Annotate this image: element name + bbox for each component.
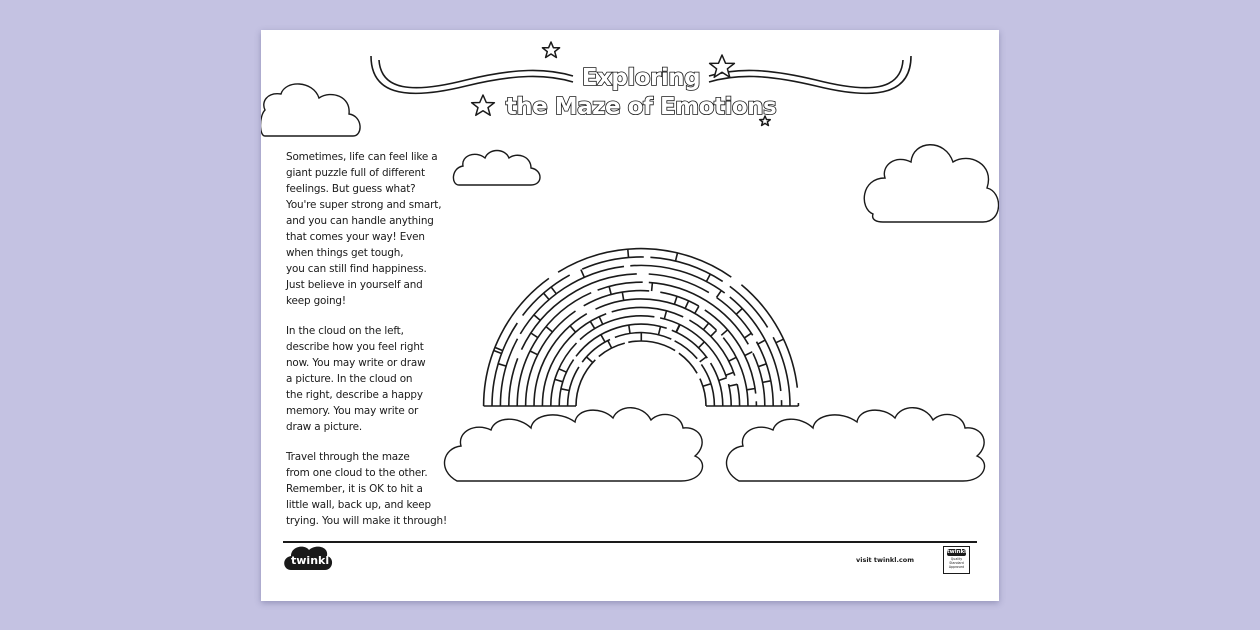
maze-wall (495, 347, 503, 350)
maze-wall (700, 379, 706, 406)
text-line: memory. You may write or (286, 405, 419, 417)
maze-wall (555, 379, 563, 381)
maze-wall (703, 323, 708, 330)
maze-wall (763, 381, 771, 383)
maze-wall (558, 249, 731, 277)
cloud-icon (261, 84, 360, 136)
maze-wall (551, 287, 556, 294)
maze-wall (711, 330, 717, 336)
title-line-2: the Maze of Emotions (505, 94, 777, 120)
maze-wall (717, 291, 722, 298)
maze-wall (582, 257, 644, 269)
maze-wall (729, 384, 732, 406)
maze-wall (498, 364, 506, 366)
maze-wall (546, 327, 553, 332)
cloud-icon (727, 408, 985, 481)
maze-wall (711, 363, 723, 406)
rainbow-maze[interactable] (484, 249, 799, 406)
visit-link[interactable]: visit twinkl.com (856, 556, 915, 564)
maze-wall (628, 249, 629, 257)
maze-wall (534, 315, 540, 321)
text-line: describe how you feel right (286, 341, 424, 353)
maze-wall (721, 330, 727, 336)
maze-wall (576, 360, 595, 406)
text-line: little wall, back up, and keep (286, 499, 431, 511)
text-line: Travel through the maze (286, 451, 410, 463)
text-line: when things get tough, (286, 247, 404, 259)
maze-wall (586, 357, 592, 363)
maze-wall (745, 352, 753, 356)
text-line: trying. You will make it through! (286, 515, 447, 527)
text-line: giant puzzle full of different (286, 167, 425, 179)
maze-wall (561, 389, 569, 391)
maze-wall (609, 286, 611, 294)
maze-wall (544, 293, 550, 299)
text-line: and you can handle anything (286, 215, 434, 227)
maze-wall (776, 339, 784, 343)
text-line: Remember, it is OK to hit a (286, 483, 423, 495)
text-line: you can still find happiness. (286, 263, 427, 275)
star-icon (542, 42, 559, 58)
maze-wall (628, 341, 675, 351)
maze-wall (526, 311, 576, 406)
maze-wall (703, 384, 711, 387)
maze-wall (570, 326, 576, 332)
text-line: In the cloud on the left, (286, 325, 404, 337)
text-line: keep going! (286, 295, 346, 307)
maze-wall (599, 317, 603, 325)
maze-wall (737, 384, 739, 406)
badge-name: twinkl (947, 549, 967, 555)
text-line: from one cloud to the other. (286, 467, 428, 479)
maze-wall (726, 372, 734, 375)
text-line: the right, describe a happy (286, 389, 423, 401)
cloud-icon (864, 145, 998, 222)
badge-line-1: Quality Standard (949, 557, 964, 565)
clouds-instructions (286, 323, 425, 435)
maze-wall (629, 325, 630, 333)
text-line: feelings. But guess what? (286, 183, 416, 195)
title-line-1: Exploring (581, 65, 701, 91)
maze-wall (568, 367, 579, 406)
intro-paragraph (286, 149, 441, 309)
maze-wall (730, 286, 768, 327)
maze-wall (509, 358, 518, 406)
maze-wall (492, 323, 517, 406)
maze-wall (744, 333, 751, 338)
maze-wall (608, 341, 612, 349)
maze-wall (689, 320, 734, 376)
maze-wall (494, 351, 502, 354)
quality-badge-icon (943, 546, 970, 574)
text-line: now. You may write or draw (286, 357, 426, 369)
maze-wall (659, 327, 661, 335)
maze-wall (598, 282, 643, 290)
badge-line-2: Approved (948, 565, 965, 569)
maze-wall (674, 296, 677, 304)
maze-wall (530, 351, 538, 355)
maze-wall (699, 342, 705, 348)
maze-wall (599, 343, 625, 356)
maze-wall (531, 333, 538, 338)
maze-wall (676, 253, 678, 261)
maze-wall (650, 257, 722, 281)
text-line: You're super strong and smart, (286, 199, 442, 211)
maze-wall (723, 338, 748, 406)
text-line: draw a picture. (286, 421, 363, 433)
maze-wall (622, 292, 623, 300)
maze-wall (649, 282, 749, 344)
maze-wall (576, 324, 667, 356)
maze-wall (685, 301, 689, 309)
maze-wall (747, 389, 755, 390)
maze-wall (719, 378, 727, 381)
worksheet-page (261, 30, 999, 601)
maze-wall (522, 274, 637, 350)
maze-wall (758, 364, 766, 367)
text-line: Just believe in yourself and (286, 279, 423, 291)
maze-wall (590, 321, 594, 328)
twinkl-logo[interactable]: twinkl (291, 554, 330, 567)
maze-wall (729, 384, 737, 386)
worksheet-title (451, 64, 831, 122)
maze-wall (717, 298, 753, 336)
footer-divider (283, 541, 977, 543)
cloud-icon (445, 408, 703, 481)
maze-wall (551, 343, 577, 406)
cloud-icon (453, 151, 540, 186)
text-line: that comes your way! Even (286, 231, 425, 243)
maze-wall (615, 333, 671, 340)
maze-wall (758, 340, 765, 344)
maze-wall (736, 309, 742, 315)
maze-wall (581, 270, 584, 278)
text-line: Sometimes, life can feel like a (286, 151, 438, 163)
maze-wall (652, 283, 653, 291)
maze-wall (664, 311, 666, 319)
maze-wall (729, 357, 737, 361)
maze-instructions (286, 449, 447, 529)
maze-wall (695, 306, 699, 313)
text-line: a picture. In the cloud on (286, 373, 413, 385)
maze-wall (753, 353, 765, 406)
maze-wall (700, 357, 707, 362)
maze-wall (601, 335, 605, 342)
maze-wall (559, 369, 567, 372)
maze-wall (706, 274, 710, 281)
